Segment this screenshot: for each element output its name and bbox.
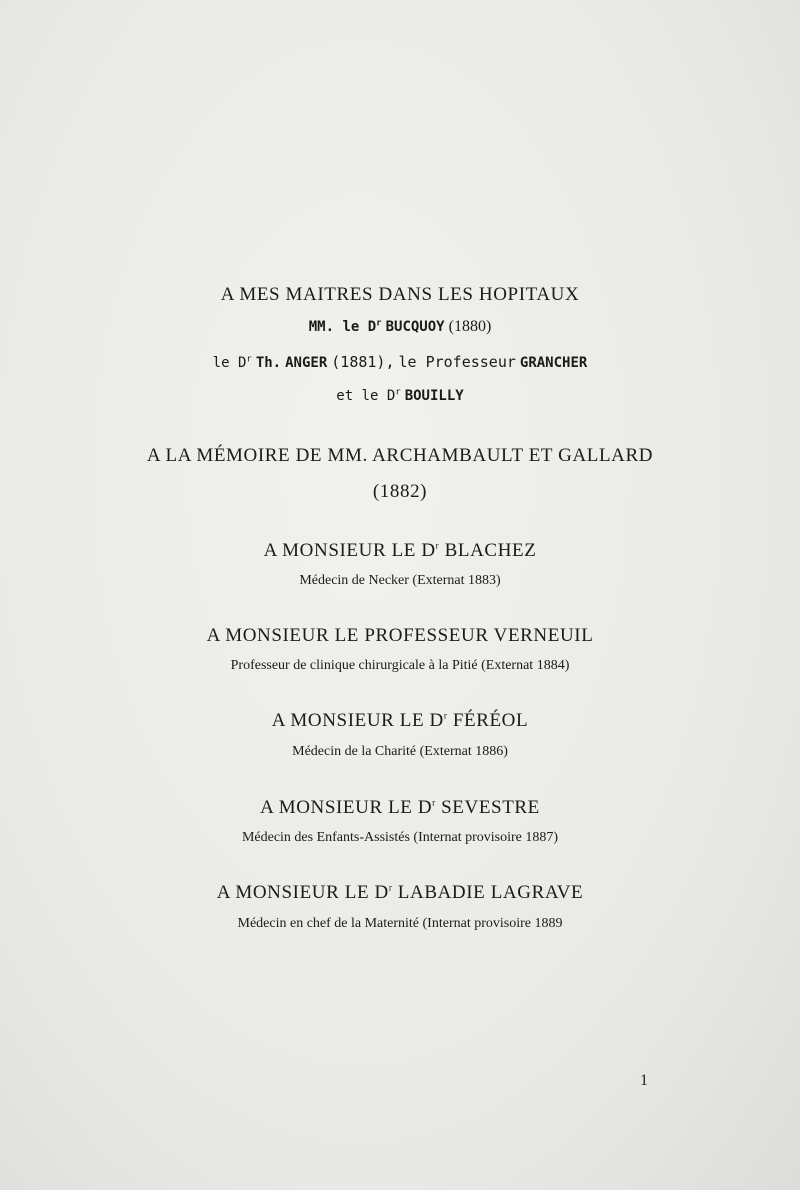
dedication-entry-heading bbox=[0, 882, 800, 904]
entry-name: SEVESTRE bbox=[441, 797, 540, 818]
entry-prefix: A MONSIEUR LE PROFESSEUR VERNEUIL bbox=[206, 625, 594, 646]
title-professeur: le Professeur bbox=[398, 353, 516, 371]
title-prefix: le $D^r$ bbox=[212, 354, 252, 371]
dedication-entry-detail: Professeur de clinique chirurgicale à la Pitié (Externat 1884) bbox=[230, 658, 570, 673]
dedication-entry-detail: Médecin de Necker (Externat 1883) bbox=[299, 573, 501, 588]
entry-prefix: A MONSIEUR LE D bbox=[216, 882, 389, 903]
title-prefix: et le $D^r$ bbox=[336, 387, 401, 404]
entry-name: LABADIE LAGRAVE bbox=[397, 882, 584, 903]
year: (1880) bbox=[448, 318, 492, 335]
name-grancher: GRANCHER bbox=[519, 355, 588, 371]
dedication-entry-detail: Médecin en chef de la Maternité (Internat provisoire 1889 bbox=[237, 916, 563, 931]
entry-sup: r bbox=[388, 882, 393, 893]
entry-prefix: A MONSIEUR LE D bbox=[263, 540, 436, 561]
memorial-year: (1882) bbox=[372, 481, 428, 502]
dedication-entry-heading bbox=[0, 540, 800, 562]
entry-sup: r bbox=[432, 797, 436, 808]
name-bucquoy: BUCQUOY bbox=[385, 319, 445, 335]
title-prefix: MM. le $D^r$ bbox=[308, 318, 382, 335]
year: (1881), bbox=[331, 353, 395, 371]
title-th: Th. bbox=[255, 355, 282, 371]
entry-prefix: A MONSIEUR LE D bbox=[260, 797, 433, 818]
masters-heading: A MES MAITRES DANS LES HOPITAUX bbox=[220, 284, 580, 305]
name-anger: ANGER bbox=[285, 355, 328, 371]
page-number: 1 bbox=[640, 1072, 648, 1089]
dedication-line-bouilly bbox=[0, 387, 800, 405]
memorial-heading: A LA MÉMOIRE DE MM. ARCHAMBAULT ET GALLARD bbox=[146, 445, 654, 466]
entry-name: BLACHEZ bbox=[444, 540, 537, 561]
entry-sup: r bbox=[443, 710, 448, 721]
entry-name: FÉRÉOL bbox=[452, 710, 529, 731]
entry-prefix: A MONSIEUR LE D bbox=[271, 710, 444, 731]
dedication-entry-heading bbox=[0, 797, 800, 819]
dedication-entry-heading bbox=[0, 625, 800, 647]
dedication-line-anger-grancher bbox=[0, 353, 800, 372]
entry-sup: r bbox=[435, 540, 440, 551]
dedication-entry-heading bbox=[0, 710, 800, 732]
name-bouilly: BOUILLY bbox=[404, 388, 464, 404]
dedication-line-bucquoy bbox=[0, 318, 800, 336]
dedication-entry-detail: Médecin de la Charité (Externat 1886) bbox=[292, 744, 508, 759]
dedication-entry-detail: Médecin des Enfants-Assistés (Internat provisoire 1887) bbox=[241, 830, 559, 845]
